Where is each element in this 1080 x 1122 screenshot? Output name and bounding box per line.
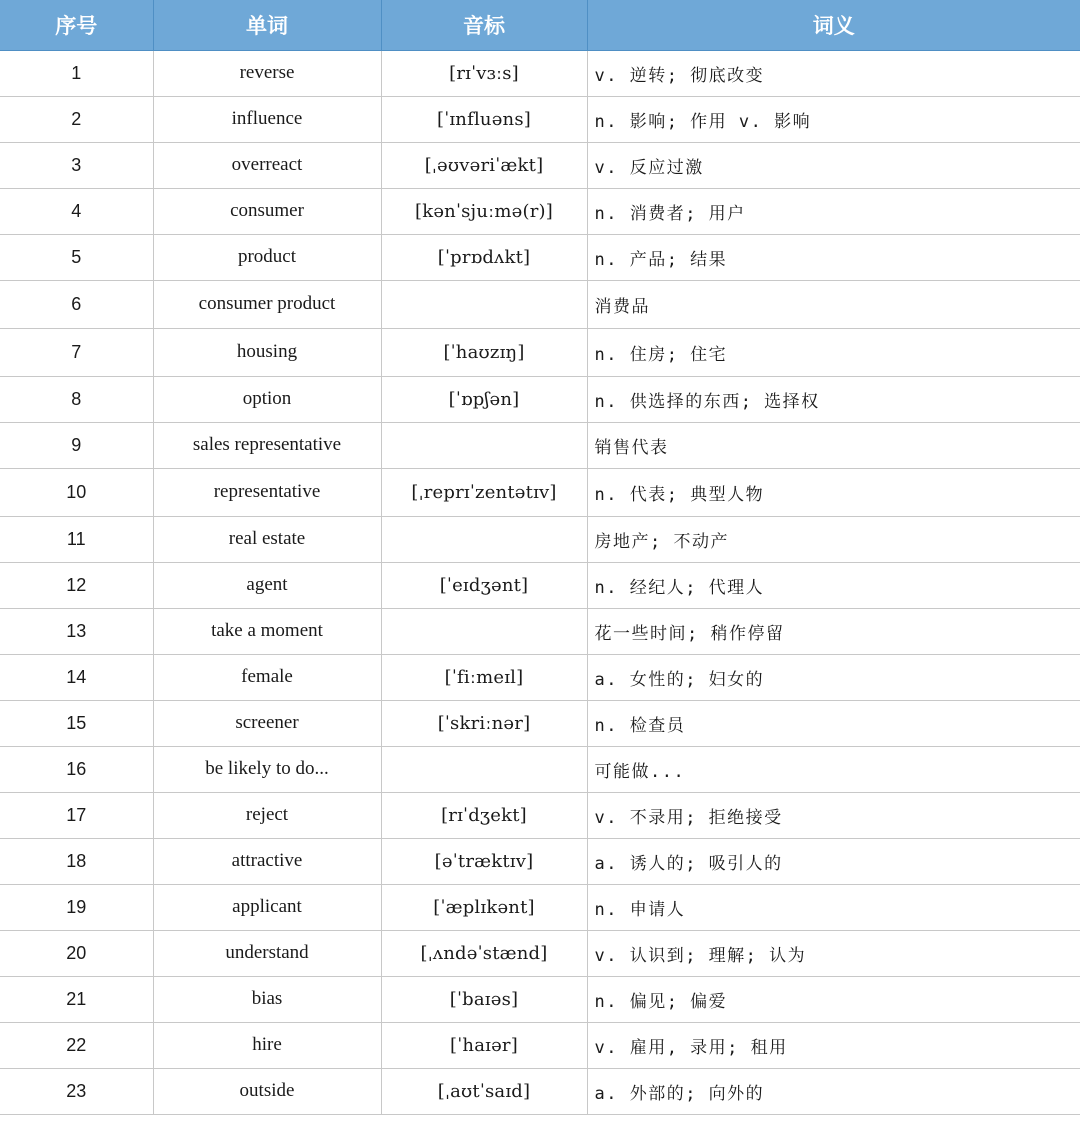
table-row	[0, 328, 1080, 376]
row-phonetic: [ˈfiːmeɪl]	[381, 654, 587, 700]
row-meaning: n. 申请人	[587, 884, 1080, 930]
row-number: 6	[0, 280, 153, 328]
row-word: option	[153, 376, 381, 422]
row-meaning: v. 雇用, 录用; 租用	[587, 1022, 1080, 1068]
row-number: 15	[0, 700, 153, 746]
table-row	[0, 516, 1080, 562]
row-meaning: n. 偏见; 偏爱	[587, 976, 1080, 1022]
row-phonetic: [ˈæplɪkənt]	[381, 884, 587, 930]
row-meaning: 房地产; 不动产	[587, 516, 1080, 562]
row-number: 14	[0, 654, 153, 700]
row-meaning: n. 经纪人; 代理人	[587, 562, 1080, 608]
row-phonetic: [ˈhaɪər]	[381, 1022, 587, 1068]
table-row	[0, 142, 1080, 188]
row-word: attractive	[153, 838, 381, 884]
table-row	[0, 976, 1080, 1022]
table-row	[0, 50, 1080, 96]
row-number: 21	[0, 976, 153, 1022]
row-word: product	[153, 234, 381, 280]
table-row	[0, 234, 1080, 280]
row-number: 8	[0, 376, 153, 422]
row-number: 7	[0, 328, 153, 376]
row-phonetic	[381, 280, 587, 328]
row-number: 17	[0, 792, 153, 838]
row-word: applicant	[153, 884, 381, 930]
row-phonetic: [ˌəʊvəriˈækt]	[381, 142, 587, 188]
row-word: representative	[153, 468, 381, 516]
row-word: overreact	[153, 142, 381, 188]
row-number: 9	[0, 422, 153, 468]
row-meaning: a. 女性的; 妇女的	[587, 654, 1080, 700]
row-phonetic: [ˈeɪdʒənt]	[381, 562, 587, 608]
row-number: 13	[0, 608, 153, 654]
table-row	[0, 930, 1080, 976]
table-row	[0, 792, 1080, 838]
row-word: take a moment	[153, 608, 381, 654]
table-row	[0, 884, 1080, 930]
row-word: hire	[153, 1022, 381, 1068]
row-meaning: 花一些时间; 稍作停留	[587, 608, 1080, 654]
row-phonetic: [ˈbaɪəs]	[381, 976, 587, 1022]
row-meaning: n. 代表; 典型人物	[587, 468, 1080, 516]
row-phonetic: [ˈɪnfluəns]	[381, 96, 587, 142]
row-phonetic	[381, 746, 587, 792]
row-number: 5	[0, 234, 153, 280]
row-number: 19	[0, 884, 153, 930]
row-meaning: n. 住房; 住宅	[587, 328, 1080, 376]
row-word: be likely to do...	[153, 746, 381, 792]
row-phonetic: [ˈskriːnər]	[381, 700, 587, 746]
row-meaning: v. 反应过激	[587, 142, 1080, 188]
row-word: real estate	[153, 516, 381, 562]
row-meaning: 消费品	[587, 280, 1080, 328]
row-phonetic	[381, 516, 587, 562]
row-word: screener	[153, 700, 381, 746]
table-header	[0, 0, 1080, 50]
row-phonetic: [ˈprɒdʌkt]	[381, 234, 587, 280]
table-row	[0, 700, 1080, 746]
row-word: consumer product	[153, 280, 381, 328]
row-meaning: n. 产品; 结果	[587, 234, 1080, 280]
header-number: 序号	[0, 0, 153, 50]
row-meaning: n. 检查员	[587, 700, 1080, 746]
row-meaning: v. 认识到; 理解; 认为	[587, 930, 1080, 976]
row-phonetic: [rɪˈvɜːs]	[381, 50, 587, 96]
header-meaning: 词义	[587, 0, 1080, 50]
row-number: 23	[0, 1068, 153, 1114]
row-meaning: 销售代表	[587, 422, 1080, 468]
row-number: 20	[0, 930, 153, 976]
table-row	[0, 280, 1080, 328]
row-number: 3	[0, 142, 153, 188]
table-row	[0, 746, 1080, 792]
row-word: bias	[153, 976, 381, 1022]
row-word: female	[153, 654, 381, 700]
row-number: 2	[0, 96, 153, 142]
row-number: 22	[0, 1022, 153, 1068]
row-number: 11	[0, 516, 153, 562]
row-number: 4	[0, 188, 153, 234]
table-row	[0, 838, 1080, 884]
row-word: outside	[153, 1068, 381, 1114]
row-phonetic: [ˌʌndəˈstænd]	[381, 930, 587, 976]
row-phonetic: [rɪˈdʒekt]	[381, 792, 587, 838]
row-word: reverse	[153, 50, 381, 96]
row-meaning: a. 外部的; 向外的	[587, 1068, 1080, 1114]
row-phonetic: [kənˈsjuːmə(r)]	[381, 188, 587, 234]
table-row	[0, 468, 1080, 516]
row-phonetic	[381, 608, 587, 654]
row-number: 1	[0, 50, 153, 96]
row-meaning: n. 消费者; 用户	[587, 188, 1080, 234]
header-row	[0, 0, 1080, 50]
header-phonetic: 音标	[381, 0, 587, 50]
table-row	[0, 376, 1080, 422]
row-word: sales representative	[153, 422, 381, 468]
row-meaning: 可能做...	[587, 746, 1080, 792]
row-word: reject	[153, 792, 381, 838]
row-phonetic: [ˌaʊtˈsaɪd]	[381, 1068, 587, 1114]
table-row	[0, 422, 1080, 468]
row-meaning: n. 供选择的东西; 选择权	[587, 376, 1080, 422]
table-row	[0, 562, 1080, 608]
row-phonetic	[381, 422, 587, 468]
table-row	[0, 608, 1080, 654]
table-body	[0, 50, 1080, 1114]
row-phonetic: [ˈɒpʃən]	[381, 376, 587, 422]
table-row	[0, 188, 1080, 234]
header-word: 单词	[153, 0, 381, 50]
row-phonetic: [ˈhaʊzɪŋ]	[381, 328, 587, 376]
table-row	[0, 1022, 1080, 1068]
row-word: consumer	[153, 188, 381, 234]
row-number: 12	[0, 562, 153, 608]
row-phonetic: [əˈtræktɪv]	[381, 838, 587, 884]
row-meaning: n. 影响; 作用 v. 影响	[587, 96, 1080, 142]
row-word: agent	[153, 562, 381, 608]
row-word: understand	[153, 930, 381, 976]
row-meaning: v. 逆转; 彻底改变	[587, 50, 1080, 96]
row-word: influence	[153, 96, 381, 142]
row-number: 10	[0, 468, 153, 516]
table-row	[0, 654, 1080, 700]
table-row	[0, 1068, 1080, 1114]
row-meaning: a. 诱人的; 吸引人的	[587, 838, 1080, 884]
row-number: 18	[0, 838, 153, 884]
row-meaning: v. 不录用; 拒绝接受	[587, 792, 1080, 838]
table-row	[0, 96, 1080, 142]
row-word: housing	[153, 328, 381, 376]
row-number: 16	[0, 746, 153, 792]
row-phonetic: [ˌreprɪˈzentətɪv]	[381, 468, 587, 516]
